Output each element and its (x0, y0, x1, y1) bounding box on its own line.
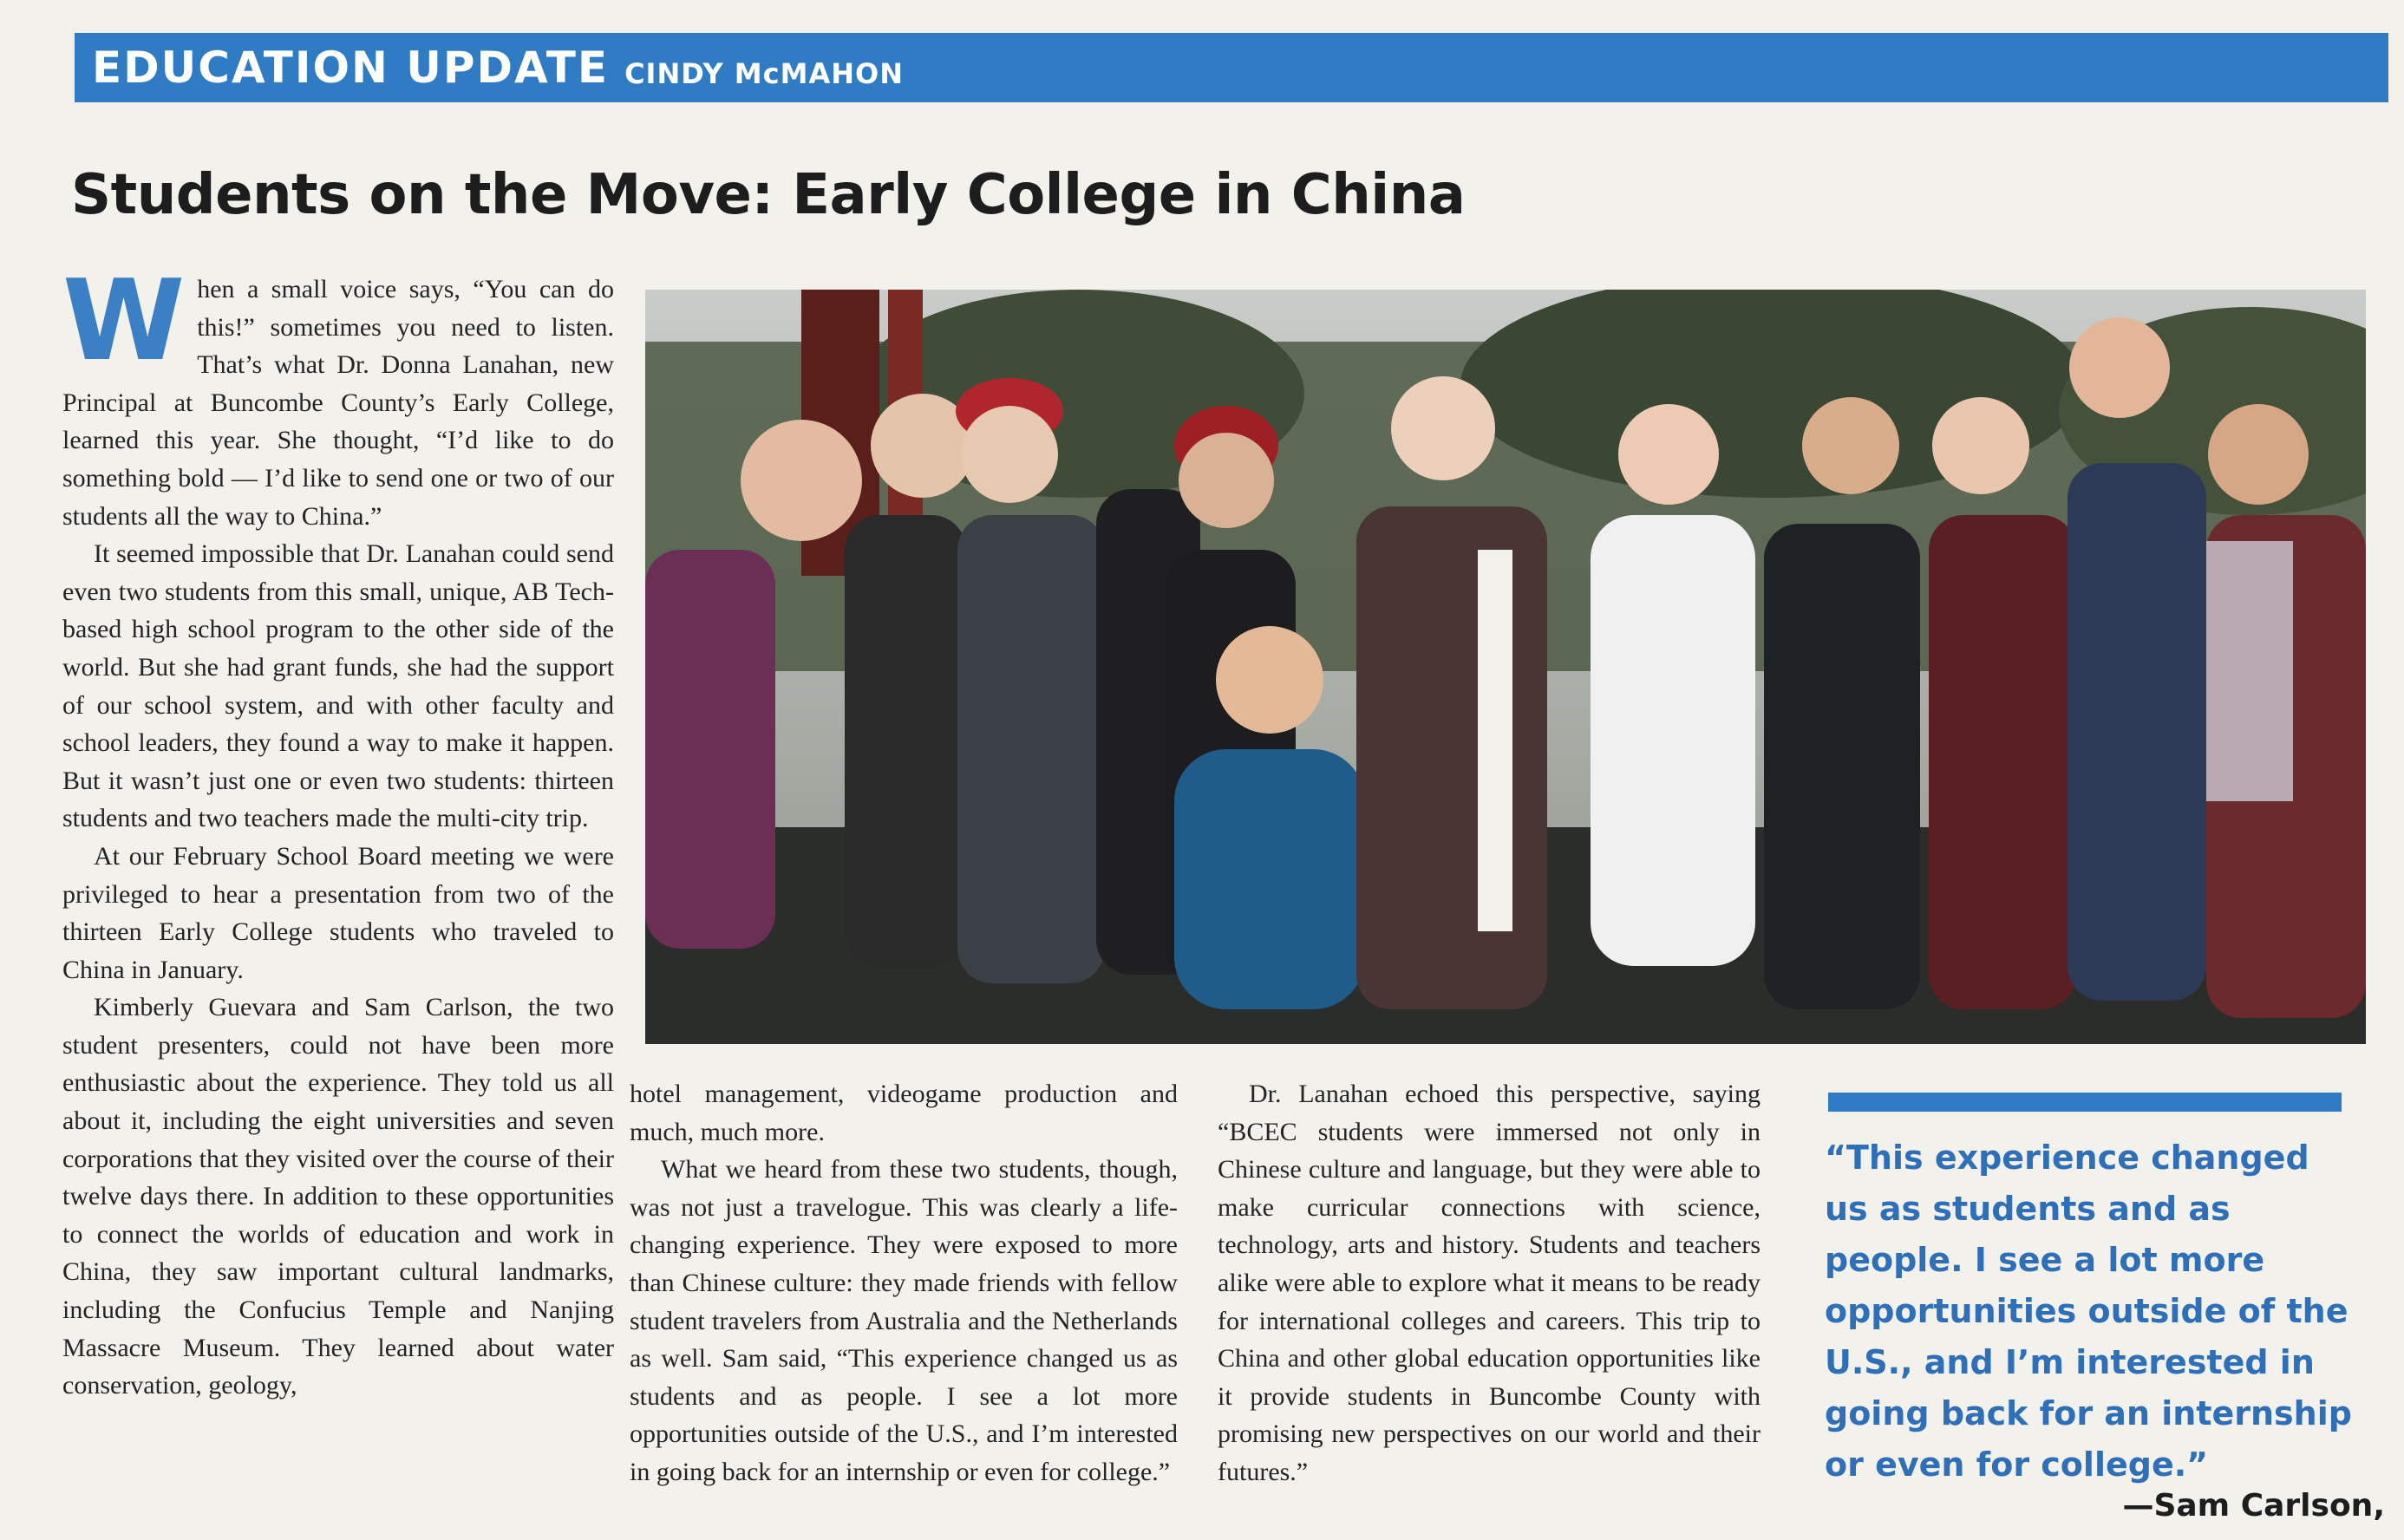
article-paragraph: hotel management, videogame production and much, much more. (630, 1080, 1178, 1146)
article-paragraph: Kimberly Guevara and Sam Carlson, the two student presenters, could not have been more enthusiastic about the experience. They told us all about it, including the eight universities and seven corporations that they visited over the course of their twelve days there. In addition to these opportunities to connect the worlds of education and work in China, they saw important cultural landmarks, including the Confucius Temple and Nanjing Massacre Museum. They learned about water conservation, geology, (62, 993, 614, 1400)
article-paragraph: What we heard from these two students, though, was not just a travelogue. This was clearly a life-changing experience. They were exposed to more than Chinese culture: they made friends with fellow student travelers from Australia and the Netherlands as well. Sam said, “This experience changed us as students and as people. I see a lot more opportunities outside of the U.S., and I’m interested in going back for an internship or even for college.” (630, 1155, 1178, 1486)
pullquote-text: “This experience changed us as students and as people. I see a lot more opportunities outside of the U.S., and I’m interested in going back for an internship or even for college.” (1825, 1139, 2352, 1484)
article-paragraph: Dr. Lanahan echoed this perspective, saying “BCEC students were immersed not only in Chinese culture and language, but they were able to make curricular connections with science, technology, arts and history. Students and teachers alike were able to explore what it means to be ready for international colleges and careers. This trip to China and other global education opportunities like it provide students in Buncombe County with promising new perspectives on our world and their futures.” (1218, 1080, 1761, 1486)
section-title: EDUCATION UPDATE (92, 42, 610, 93)
paragraph-text: hen a small voice says, “You can do this!” sometimes you need to listen. That’s what Dr. Donna Lanahan, new Principal at Buncombe County’s Early College, learned this year. She thought, “I’d like to do something bold — I’d like to send one or two of our students all the way to China.” (62, 275, 614, 531)
article-column-2 (630, 1075, 1178, 1491)
article-paragraph (62, 257, 614, 535)
article-headline: Students on the Move: Early College in China (71, 163, 1466, 227)
author-byline: CINDY McMAHON (624, 57, 904, 90)
article-paragraph: At our February School Board meeting we were privileged to hear a presentation from two of the thirteen Early College students who traveled to China in January. (62, 841, 614, 984)
article-paragraph: It seemed impossible that Dr. Lanahan could send even two students from this small, unique, AB Tech-based high school program to the other side of the world. But she had grant funds, she had the support of our school system, and with other faculty and school leaders, they found a way to make it happen. But it wasn’t just one or even two students: thirteen students and two teachers made the multi-city trip. (62, 539, 614, 833)
article-column-1 (62, 257, 614, 1405)
article-column-3 (1218, 1075, 1761, 1491)
group-photo (645, 290, 2366, 1044)
group-photo-illustration (645, 290, 2366, 1044)
drop-cap: W (62, 257, 186, 386)
pullquote-attribution: —Sam Carlson, (2122, 1488, 2385, 1524)
pullquote-rule (1828, 1093, 2342, 1112)
section-banner (75, 33, 2388, 102)
